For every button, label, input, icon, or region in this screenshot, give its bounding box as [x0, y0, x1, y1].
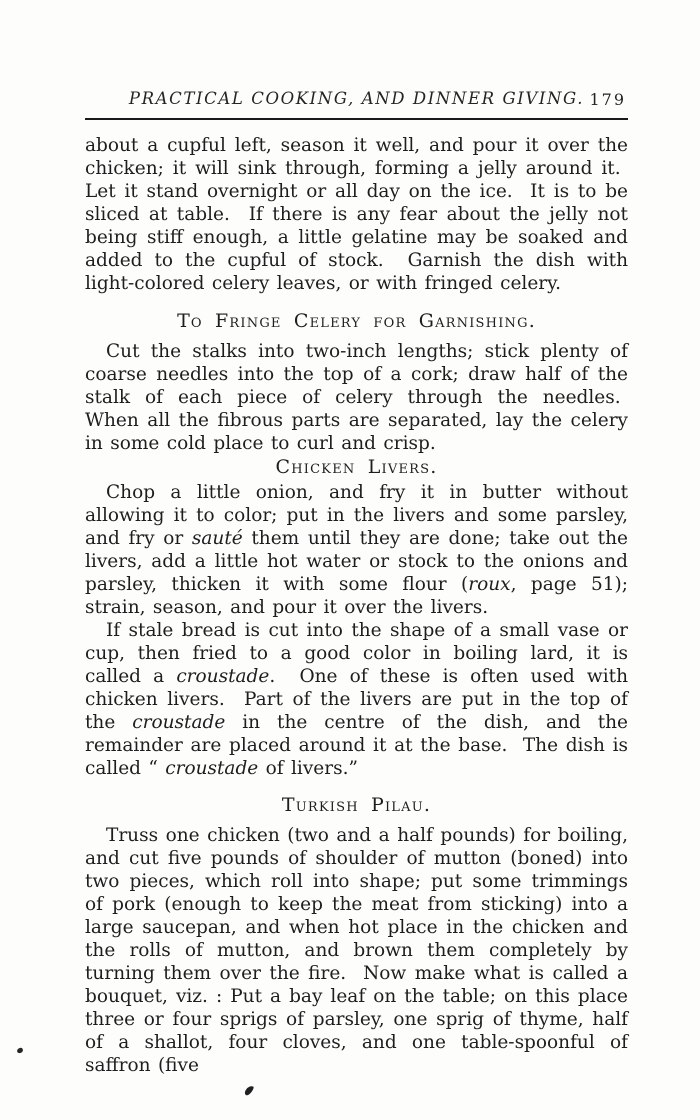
italic-text: croustade [132, 712, 226, 733]
body-text: about a cupful left, season it well, and pour it over the chicken; it will sink through, forming a jelly around it. Let it stand overnight or all day on the ice. It is to be sliced at table. If there is any fear about the jelly not being stiff enough, a little gelatine may be soaked and added to the cupful of stock. Garnish the dish with light-colored celery leaves, or with fringed celery. [85, 135, 628, 294]
body-text: . One of these is often used with chicken livers. Part of the livers are put in the top of the [85, 666, 628, 733]
body-text: Truss one chicken (two and a half pounds) for boiling, and cut five pounds of shoulder of mutton (boned) into two pieces, which roll into shape; put some trimmings of pork (enough to keep the meat from sticking) into a large saucepan, and when hot place in the chicken and the rolls of mutton, and brown them completely by turning them over the fire. Now make what is called a bouquet, viz. : Put a bay leaf on the table; on this place three or four sprigs of parsley, one sprig of thyme, half of a shallot, four cloves, and one table-spoonful of saffron (five [85, 825, 628, 1076]
body-text: Chop a little onion, and fry it in butter without allowing it to color; put in the livers and some parsley, and fry or [85, 482, 628, 549]
italic-text: roux [468, 574, 511, 595]
body-text: , page 51); strain, season, and pour it over the livers. [85, 574, 629, 618]
body-text: them until they are done; take out the livers, add a little hot water or stock to the onions and parsley, thicken it with some flour ( [85, 528, 628, 595]
italic-text: croustade [176, 666, 270, 687]
ink-speck [244, 1084, 255, 1097]
running-header [85, 89, 628, 111]
paragraph [85, 481, 628, 619]
text-column [85, 89, 628, 1077]
italic-text: croustade [165, 758, 259, 779]
section-heading: Turkish Pilau. [281, 794, 432, 816]
running-header-title: PRACTICAL COOKING, AND DINNER GIVING. [128, 89, 585, 108]
body-text: Cut the stalks into two-inch lengths; stick plenty of coarse needles into the top of a cork; draw half of the stalk of each piece of celery through the needles. When all the fibrous parts are separated, lay the celery in some cold place to curl and crisp. [85, 341, 628, 454]
page-number: 179 [589, 90, 626, 109]
section-heading: Chicken Livers. [275, 456, 438, 478]
ink-speck [16, 1047, 23, 1053]
body-text: If stale bread is cut into the shape of a small vase or cup, then fried to a good color in boiling lard, it is called a [85, 620, 628, 687]
header-rule [85, 118, 628, 120]
italic-text: sauté [191, 528, 243, 549]
section-heading: To Fringe Celery for Garnishing. [177, 310, 536, 332]
paragraph [85, 619, 628, 780]
body-text: of livers.” [258, 758, 358, 779]
body-text: in the centre of the dish, and the remainder are placed around it at the base. The dish is called “ [85, 712, 628, 779]
page-content [85, 134, 628, 1077]
paragraph [85, 134, 628, 295]
paragraph [85, 824, 628, 1077]
paragraph [85, 340, 628, 455]
